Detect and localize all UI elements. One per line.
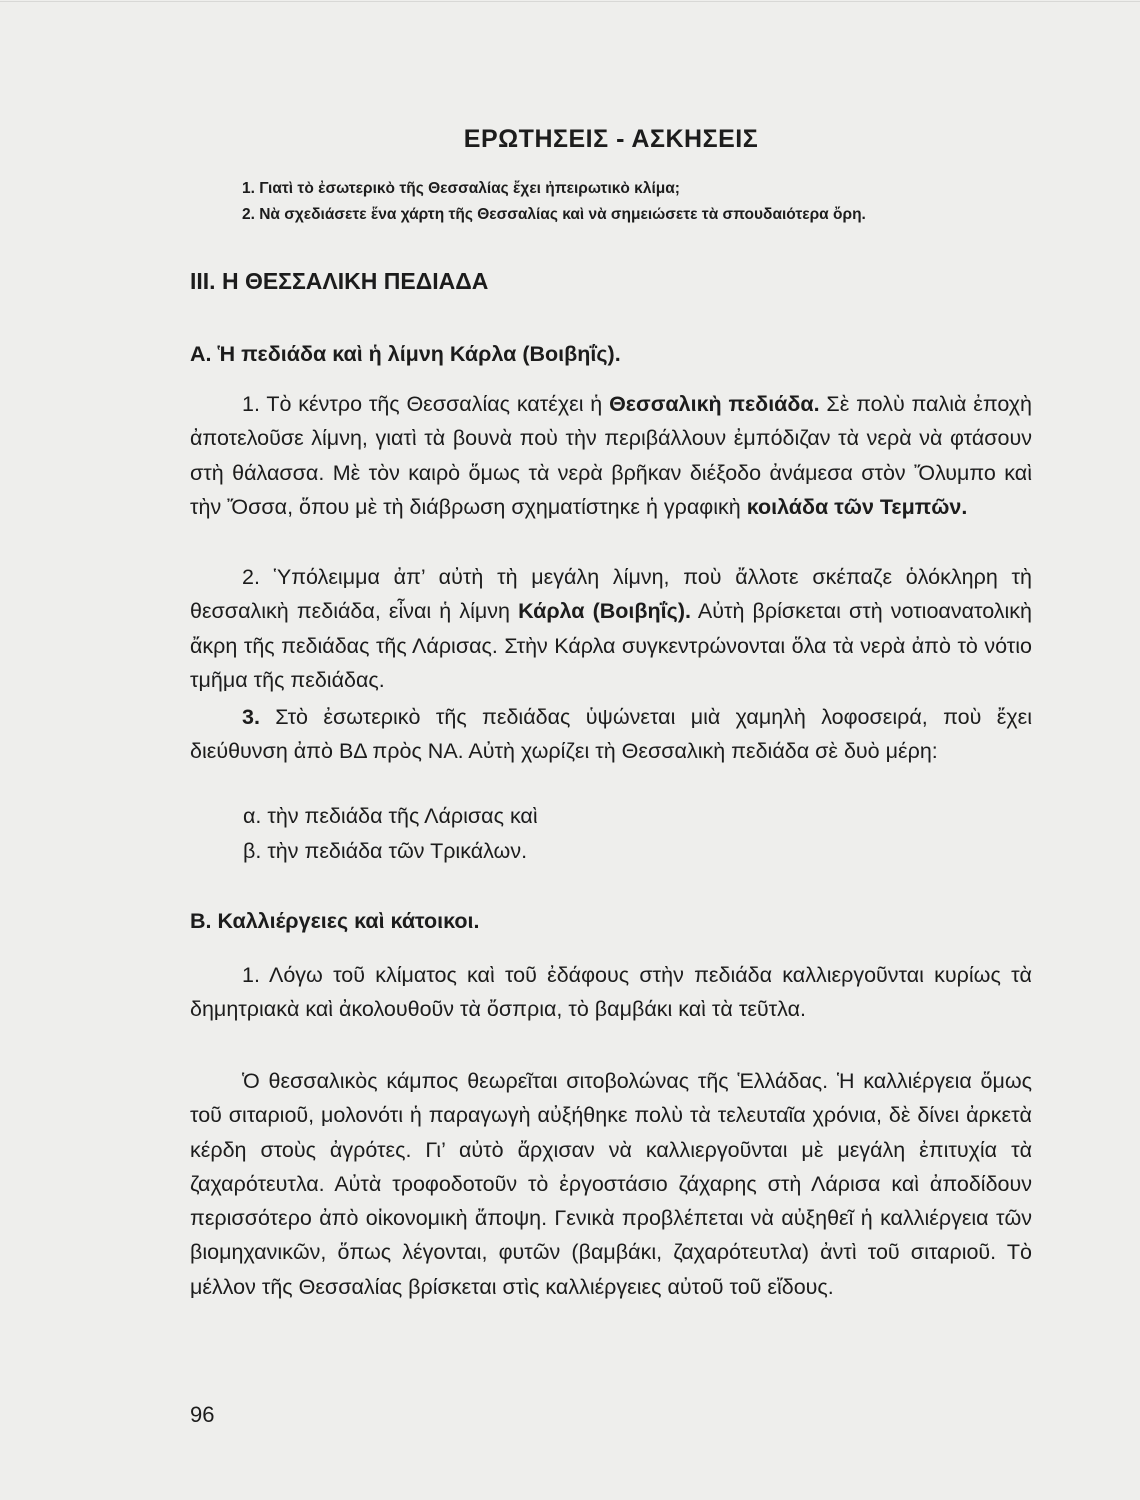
emphasis-term: κοιλάδα τῶν Τεμπῶν. bbox=[746, 494, 968, 519]
paragraph-number: 1. bbox=[242, 392, 260, 416]
paragraph-number: 2. bbox=[242, 565, 260, 589]
paragraph-a2: 2. Ὑπόλειμμα ἀπ’ αὐτὴ τὴ μεγάλη λίμνη, ποὺ ἄλλοτε σκέπαζε ὁλόκληρη τὴ θεσσαλικὴ πεδιάδα, εἶναι ἡ λίμνη Κάρλα (Βοιβηΐς). Αὐτὴ βρίσκεται στὴ νοτιοανατολικὴ ἄκρη τῆς πεδιάδας τῆς Λάρισας. Στὴν Κάρλα συγκεντρώνονται ὅλα τὰ νερὰ ἀπὸ τὸ νότιο τμῆμα τῆς πεδιάδας. bbox=[190, 565, 1032, 692]
subsection-a-title: Α. Ἡ πεδιάδα καὶ ἡ λίμνη Κάρλα (Βοιβηΐς). bbox=[190, 342, 621, 366]
questions-title: ΕΡΩΤΗΣΕΙΣ - ΑΣΚΗΣΕΙΣ bbox=[463, 125, 759, 153]
paragraph-b1: 1. Λόγω τοῦ κλίματος καὶ τοῦ ἐδάφους στὴν πεδιάδα καλλιεργοῦνται κυρίως τὰ δημητριακὰ καὶ ἀκολουθοῦν τὰ ὄσπρια, τὸ βαμβάκι καὶ τὰ τεῦτλα. bbox=[190, 963, 1032, 1022]
paragraph-a1: 1. Τὸ κέντρο τῆς Θεσσαλίας κατέχει ἡ Θεσσαλικὴ πεδιάδα. Σὲ πολὺ παλιὰ ἐποχὴ ἀποτελοῦσε λίμνη, γιατὶ τὰ βουνὰ ποὺ τὴν περιβάλλουν ἐμπόδιζαν τὰ νερὰ νὰ φτάσουν στὴ θάλασσα. Μὲ τὸν καιρὸ ὅμως τὰ νερὰ βρῆκαν διέξοδο ἀνάμεσα στὸν Ὄλυμπο καὶ τὴν Ὄσσα, ὅπου μὲ τὴ διάβρωση σχηματίστηκε ἡ γραφικὴ κοιλάδα τῶν Τεμπῶν. bbox=[190, 392, 1032, 519]
paragraph-number: 1. bbox=[242, 963, 260, 987]
question-item-1: 1. Γιατὶ τὸ ἐσωτερικὸ τῆς Θεσσαλίας ἔχει ἠπειρωτικὸ κλίμα; bbox=[242, 180, 680, 197]
paragraph-a3: 3. Στὸ ἐσωτερικὸ τῆς πεδιάδας ὑψώνεται μιὰ χαμηλὴ λοφοσειρά, ποὺ ἔχει διεύθυνση ἀπὸ ΒΔ πρὸς ΝΑ. Αὐτὴ χωρίζει τὴ Θεσσαλικὴ πεδιάδα σὲ δυὸ μέρη: bbox=[190, 705, 1032, 764]
paragraph-b2: Ὁ θεσσαλικὸς κάμπος θεωρεῖται σιτοβολώνας τῆς Ἑλλάδας. Ἡ καλλιέργεια ὅμως τοῦ σιταριοῦ, μολονότι ἡ παραγωγὴ αὐξήθηκε πολὺ τὰ τελευταῖα χρόνια, δὲ δίνει ἀρκετὰ κέρδη στοὺς ἀγρότες. Γι’ αὐτὸ ἄρχισαν νὰ καλλιεργοῦνται μὲ μεγάλη ἐπιτυχία τὰ ζαχαρότευτλα. Αὐτὰ τροφοδοτοῦν τὸ ἐργοστάσιο ζάχαρης στὴ Λάρισα καὶ ἀποδίδουν περισσότερο ἀπὸ οἰκονομικὴ ἄποψη. Γενικὰ προβλέπεται νὰ αὐξηθεῖ ἡ καλλιέργεια τῶν βιομηχανικῶν, ὅπως λέγονται, φυτῶν (βαμβάκι, ζαχαρότευτλα) ἀντὶ τοῦ σιταριοῦ. Τὸ μέλλον τῆς Θεσσαλίας βρίσκεται στὶς καλλιέργειες αὐτοῦ τοῦ εἴδους. bbox=[190, 1069, 1032, 1299]
subsection-b-title: Β. Καλλιέργειες καὶ κάτοικοι. bbox=[190, 909, 480, 933]
paragraph-number: 3. bbox=[242, 705, 260, 729]
emphasis-term: Θεσσαλικὴ πεδιάδα. bbox=[609, 392, 820, 416]
page-edge bbox=[0, 1, 1140, 2]
emphasis-term: Κάρλα (Βοιβηΐς). bbox=[518, 599, 691, 624]
list-item-1: α. τὴν πεδιάδα τῆς Λάρισας καὶ bbox=[243, 804, 538, 828]
question-item-2: 2. Νὰ σχεδιάσετε ἕνα χάρτη τῆς Θεσσαλίας καὶ νὰ σημειώσετε τὰ σπουδαιότερα ὄρη. bbox=[242, 206, 866, 223]
list-item-2: β. τὴν πεδιάδα τῶν Τρικάλων. bbox=[243, 839, 528, 863]
section-title: III. Η ΘΕΣΣΑΛΙΚΗ ΠΕΔΙΑΔΑ bbox=[190, 268, 489, 294]
page-number: 96 bbox=[190, 1402, 215, 1427]
